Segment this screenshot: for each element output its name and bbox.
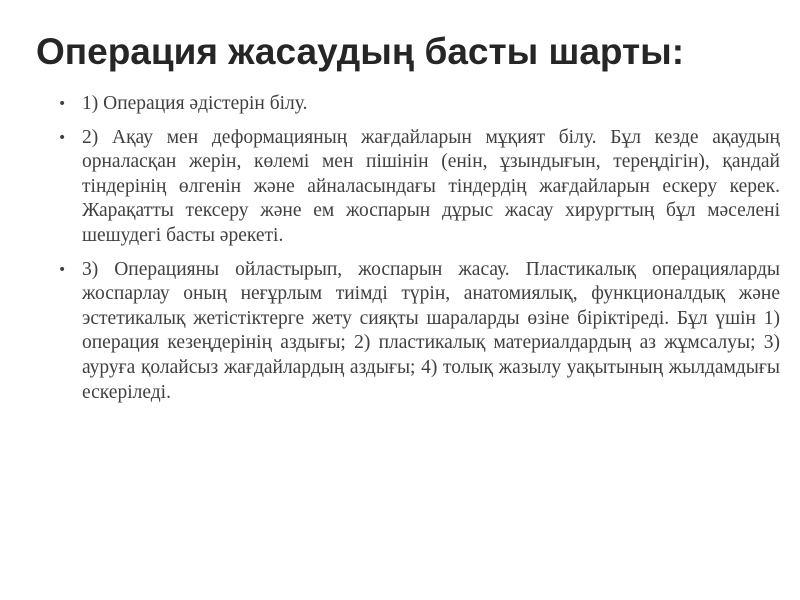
bullet-text-1: 1) Операция әдістерін білу.	[82, 93, 308, 114]
bullet-text-2: 2) Ақау мен деформацияның жағдайларын мұқият білу. Бұл кезде ақаудың орналасқан жерін, көлемі мен пішінін (енін, ұзындығын, тереңдігін), қандай тіндерінің өлгенін және айналасындағы тіндердің жағдайларын ескеру керек. Жарақатты тексеру және ем жоспарын дұрыс жасау хирургтың бұл мәселені шешудегі басты әрекеті.	[82, 126, 780, 246]
bullet-list	[56, 92, 780, 414]
bullet-dot-icon: •	[58, 96, 67, 112]
bullet-dot-icon: •	[58, 129, 67, 146]
bullet-dot-icon: •	[58, 261, 67, 278]
bullet-item-2	[56, 126, 780, 249]
bullet-item-3	[56, 258, 780, 406]
slide-title: Операция жасаудың басты шарты:	[36, 31, 685, 72]
bullet-item-1	[56, 92, 780, 117]
bullet-text-3: 3) Операцияны ойластырып, жоспарын жасау. Пластикалық операцияларды жоспарлау оның неғұрлым тиімді түрін, анатомиялық, функционалдық және эстетикалық жетістіктерге жету сияқты шараларды өзіне біріктіреді. Бұл үшін 1) операция кезеңдерінің аздығы; 2) пластикалық материалдардың аз жұмсалуы; 3) ауруға қолайсыз жағдайлардың аздығы; 4) толық жазылу уақытының жылдамдығы ескеріледі.	[82, 258, 780, 403]
